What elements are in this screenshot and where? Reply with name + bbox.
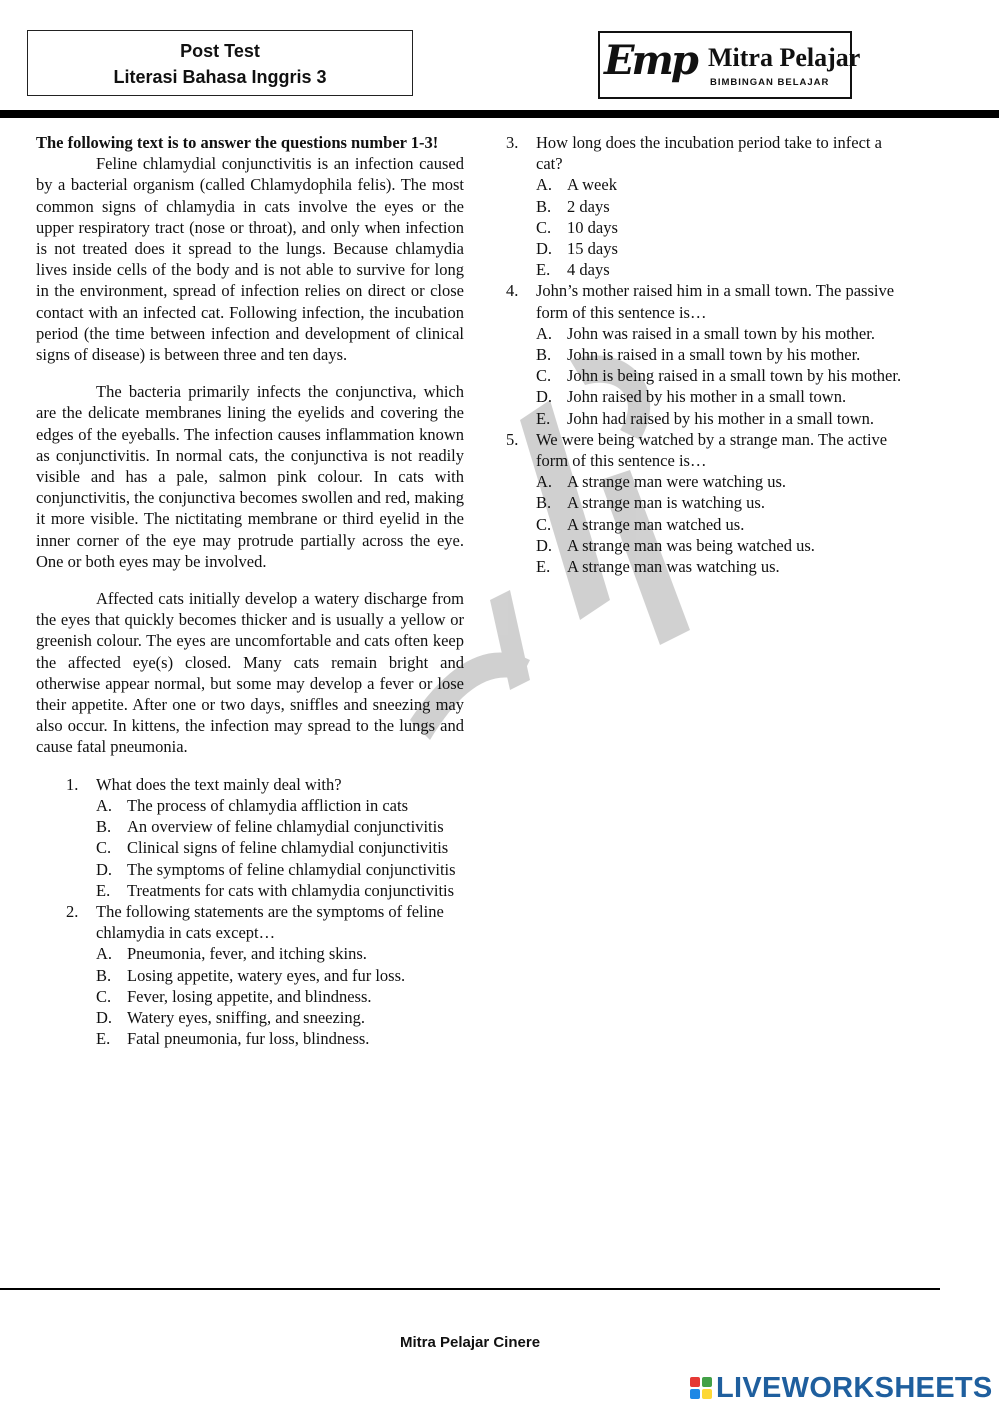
option-b[interactable]	[536, 344, 906, 365]
option-text: The process of chlamydia affliction in cats	[127, 795, 409, 815]
option-list	[536, 323, 906, 429]
question-1	[66, 774, 464, 901]
passage-paragraph: Feline chlamydial conjunctivitis is an infection caused by a bacterial organism (called Chlamydophila felis). The most common signs of chlamydia in cats involve the eyes or the upper respiratory tract (nose or throat), and only when infection is not treated does it spread to the lungs. Because chlamydia lives inside cells of the body and is not able to survive for long in the environment, spread of infection relies on direct or close contact with an infected cat. Following infection, the incubation period (the time between infection and development of clinical signs of disease) is between three and ten days.	[36, 154, 464, 365]
title-line-2: Literasi Bahasa Inggris 3	[113, 67, 327, 87]
option-letter: B.	[536, 345, 552, 365]
question-number: 3.	[506, 133, 519, 152]
option-list	[96, 943, 464, 1049]
option-text: A strange man was watching us.	[567, 557, 780, 577]
option-e[interactable]	[536, 556, 906, 577]
passage-paragraph: Affected cats initially develop a watery discharge from the eyes that quickly becomes thicker and is usually a yellow or greenish colour. The eyes are uncomfortable and cats often keep the affected eye(s) closed. Many cats remain bright and otherwise appear normal, but some may develop a fever or lose their appetite. After one or two days, sniffles and sneezing may also occur. In kittens, the infection may spread to the lungs and cause fatal pneumonia.	[36, 589, 464, 757]
question-list-left	[66, 774, 464, 1050]
option-letter: C.	[96, 986, 112, 1006]
option-letter: A.	[96, 944, 113, 964]
option-text: A strange man watched us.	[567, 514, 745, 534]
option-b[interactable]	[96, 965, 464, 986]
option-letter: B.	[536, 493, 552, 513]
option-letter: A.	[536, 472, 553, 492]
question-number: 1.	[66, 774, 79, 794]
option-e[interactable]	[536, 259, 906, 280]
option-d[interactable]	[536, 386, 906, 407]
option-e[interactable]	[536, 408, 906, 429]
question-text: The following statements are the symptoms of feline chlamydia in cats except…	[96, 901, 444, 943]
option-letter: D.	[536, 239, 553, 259]
option-letter: A.	[536, 175, 553, 195]
option-d[interactable]	[96, 859, 464, 880]
option-a[interactable]	[96, 943, 464, 964]
question-3	[506, 132, 906, 280]
option-letter: C.	[536, 217, 552, 237]
option-text: A week	[567, 175, 617, 195]
option-list	[536, 471, 906, 577]
logo-mark: Emp	[604, 37, 696, 84]
option-b[interactable]	[96, 816, 464, 837]
option-text: Losing appetite, watery eyes, and fur loss.	[127, 965, 406, 985]
logo-subtitle: BIMBINGAN BELAJAR	[710, 77, 830, 88]
question-text: John’s mother raised him in a small town. The passive form of this sentence is…	[536, 281, 895, 322]
option-letter: C.	[536, 366, 552, 386]
option-text: Fever, losing appetite, and blindness.	[127, 986, 372, 1006]
option-c[interactable]	[96, 837, 464, 858]
option-text: The symptoms of feline chlamydial conjunctivitis	[127, 859, 456, 879]
option-c[interactable]	[536, 365, 906, 386]
option-text: Fatal pneumonia, fur loss, blindness.	[127, 1029, 370, 1049]
footer-divider	[0, 1288, 940, 1290]
title-box	[27, 30, 413, 96]
option-letter: D.	[536, 387, 553, 407]
passage-paragraph: The bacteria primarily infects the conjunctiva, which are the delicate membranes lining the eyelids and covering the edges of the eyeballs. The infection causes inflammation known as conjunctivitis. In normal cats, the conjunctiva is not readily visible and has a pale, salmon pink colour. In cats with conjunctivitis, the conjunctiva becomes swollen and red, making it more visible. The nictitating membrane or third eyelid in the inner corner of the eye may protrude partially across the eye. One or both eyes may be involved.	[36, 382, 464, 571]
option-a[interactable]	[96, 795, 464, 816]
liveworksheets-icon	[690, 1377, 712, 1399]
option-text: 10 days	[567, 217, 618, 237]
option-text: John is being raised in a small town by his mother.	[567, 366, 902, 386]
option-text: Watery eyes, sniffing, and sneezing.	[127, 1007, 366, 1027]
question-number: 5.	[506, 429, 519, 449]
question-text: What does the text mainly deal with?	[96, 774, 342, 794]
option-letter: C.	[96, 838, 112, 858]
option-a[interactable]	[536, 323, 906, 344]
option-d[interactable]	[96, 1007, 464, 1028]
option-b[interactable]	[536, 492, 906, 513]
option-letter: B.	[96, 817, 112, 837]
option-letter: B.	[536, 196, 552, 216]
option-letter: E.	[96, 1029, 111, 1049]
option-list	[96, 795, 464, 901]
question-number: 4.	[506, 281, 519, 301]
question-text: How long does the incubation period take to infect a cat?	[536, 133, 882, 174]
footer-text: Mitra Pelajar Cinere	[399, 1334, 541, 1351]
option-e[interactable]	[96, 880, 464, 901]
option-letter: D.	[96, 1007, 113, 1027]
option-text: A strange man was being watched us.	[567, 535, 815, 555]
logo	[598, 31, 861, 99]
option-text: Clinical signs of feline chlamydial conjunctivitis	[127, 838, 449, 858]
option-letter: C.	[536, 514, 552, 534]
option-letter: B.	[96, 965, 112, 985]
option-text: An overview of feline chlamydial conjunctivitis	[127, 817, 444, 837]
header-divider	[0, 110, 999, 118]
option-c[interactable]	[536, 514, 906, 535]
question-5	[506, 429, 906, 577]
left-column	[36, 132, 464, 1049]
question-text: We were being watched by a strange man. The active form of this sentence is…	[536, 429, 888, 471]
option-b[interactable]	[536, 196, 906, 217]
logo-name: Mitra Pelajar	[708, 43, 861, 72]
option-letter: D.	[536, 535, 553, 555]
option-c[interactable]	[96, 986, 464, 1007]
option-text: 4 days	[567, 260, 610, 280]
option-letter: E.	[96, 880, 111, 900]
option-text: Pneumonia, fever, and itching skins.	[127, 944, 367, 964]
option-text: A strange man were watching us.	[567, 472, 787, 492]
question-2	[66, 901, 464, 1049]
option-text: 2 days	[567, 196, 610, 216]
option-d[interactable]	[536, 535, 906, 556]
right-column	[506, 132, 906, 577]
option-text: Treatments for cats with chlamydia conjunctivitis	[127, 880, 455, 900]
title-line-1: Post Test	[180, 41, 260, 61]
option-letter: E.	[536, 408, 551, 428]
option-text: John had raised by his mother in a small town.	[567, 408, 875, 428]
option-d[interactable]	[536, 238, 906, 259]
option-letter: E.	[536, 260, 551, 280]
option-text: John raised by his mother in a small town.	[567, 387, 847, 407]
option-a[interactable]	[536, 471, 906, 492]
option-text: A strange man is watching us.	[567, 493, 765, 513]
option-text: John was raised in a small town by his mother.	[567, 323, 875, 343]
liveworksheets-logo[interactable]	[690, 1373, 993, 1403]
option-letter: E.	[536, 557, 551, 577]
question-number: 2.	[66, 901, 79, 921]
option-e[interactable]	[96, 1028, 464, 1049]
passage-instruction: The following text is to answer the questions number 1-3!	[36, 133, 439, 152]
option-letter: D.	[96, 859, 113, 879]
option-text: John is raised in a small town by his mother.	[567, 345, 861, 365]
option-a[interactable]	[536, 174, 906, 195]
option-list	[536, 174, 906, 280]
option-letter: A.	[536, 323, 553, 343]
liveworksheets-wordmark: LIVEWORKSHEETS	[716, 1371, 993, 1404]
option-text: 15 days	[567, 239, 618, 259]
option-c[interactable]	[536, 217, 906, 238]
question-4	[506, 280, 906, 428]
option-letter: A.	[96, 795, 113, 815]
